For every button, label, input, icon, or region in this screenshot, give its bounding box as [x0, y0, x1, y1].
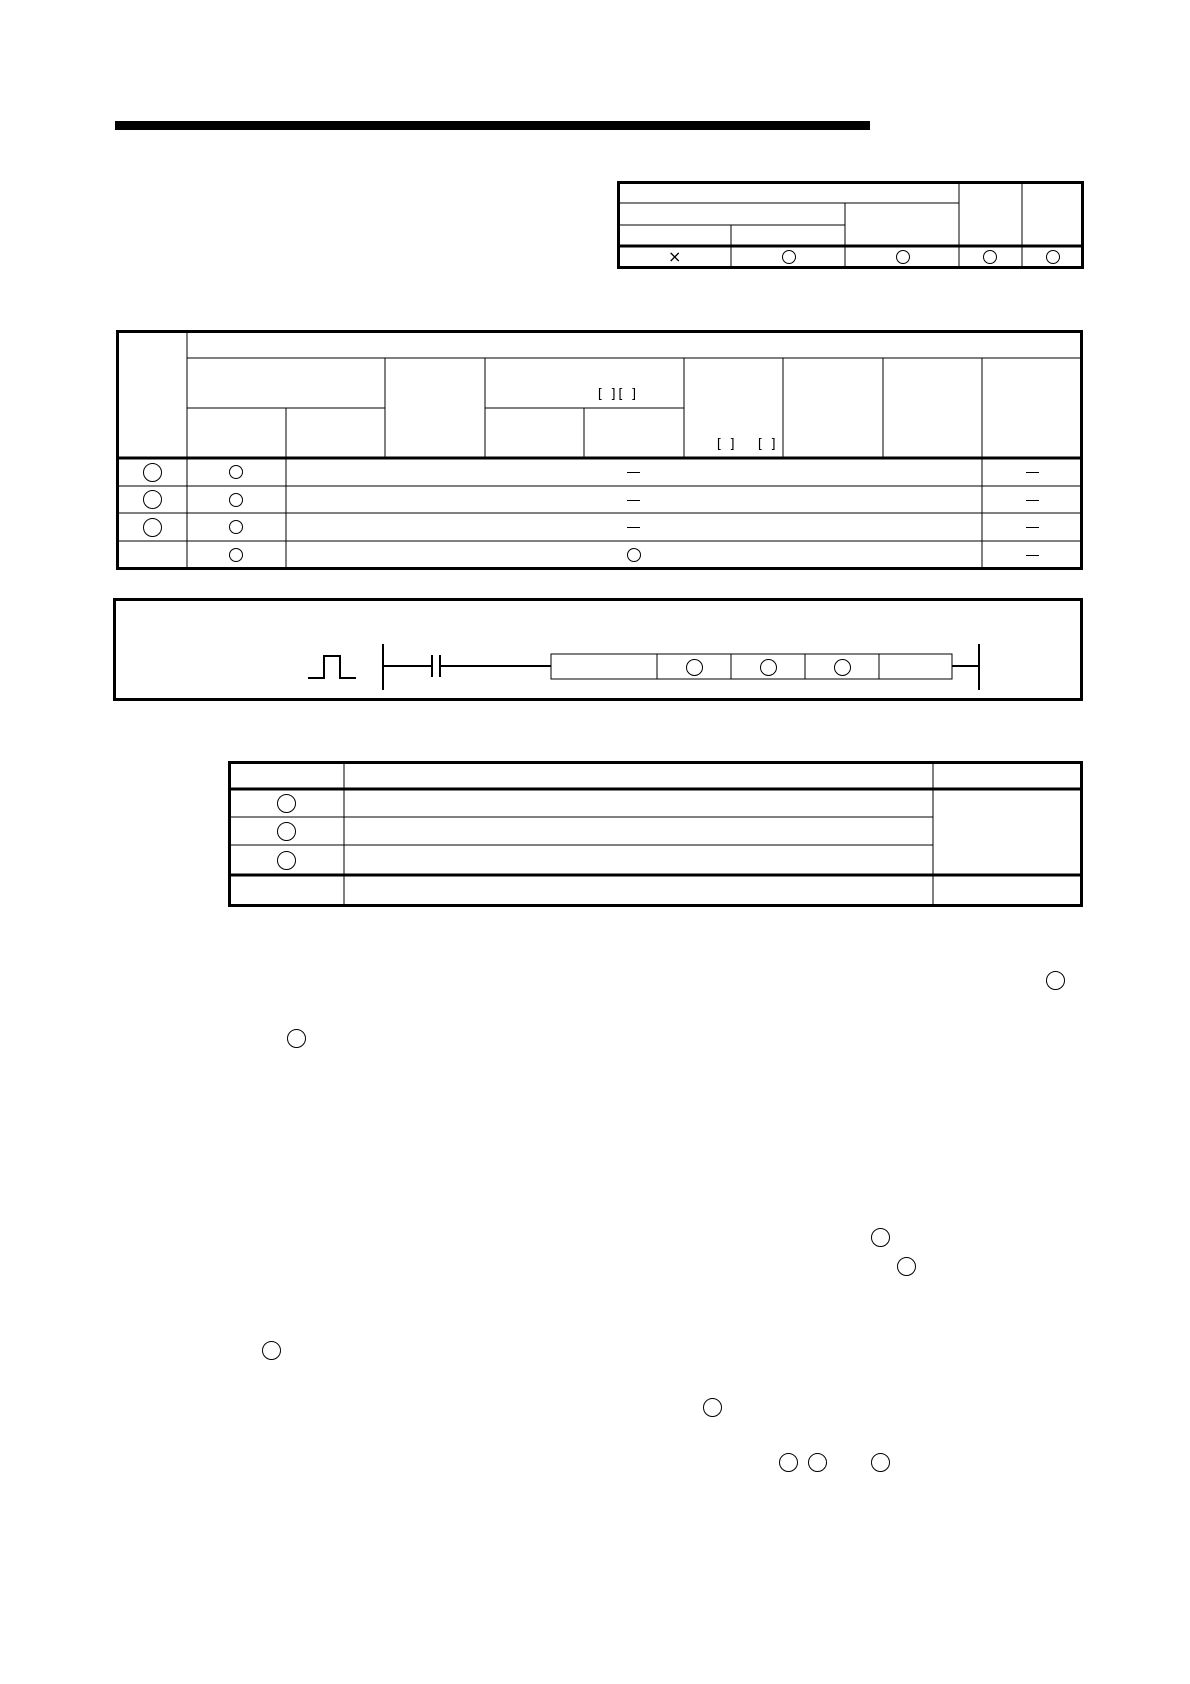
body-reference-mark [808, 1453, 827, 1472]
body-reference-mark [262, 1341, 281, 1360]
device-supported-mark [229, 548, 243, 562]
device-supported-mark [229, 465, 243, 479]
usable-devices-table [116, 330, 1083, 570]
operand-mark [834, 659, 851, 676]
operand-mark [760, 659, 777, 676]
setting-data-label-mark [143, 463, 162, 482]
not-applicable-dash [627, 500, 640, 501]
applicable-cpu-table-grid [617, 181, 1084, 269]
setting-data-description-table [228, 761, 1083, 907]
body-reference-mark [703, 1398, 722, 1417]
cpu-supported-mark [1046, 250, 1060, 264]
usable-devices-table-grid [116, 330, 1083, 570]
body-reference-mark [897, 1257, 916, 1276]
cpu-supported-mark [782, 250, 796, 264]
section-header-rule [115, 121, 870, 130]
description-table-grid [228, 761, 1083, 907]
device-supported-mark [229, 520, 243, 534]
not-applicable-dash [627, 527, 640, 528]
rising-pulse-icon [308, 656, 356, 678]
setting-data-mark [277, 851, 296, 870]
setting-data-mark [277, 822, 296, 841]
not-applicable-dash [627, 472, 640, 473]
setting-data-mark [277, 794, 296, 813]
body-reference-mark [1046, 971, 1065, 990]
cpu-supported-mark [983, 250, 997, 264]
body-reference-mark [779, 1453, 798, 1472]
not-applicable-dash [1026, 500, 1039, 501]
setting-data-label-mark [143, 490, 162, 509]
cpu-not-supported-mark: × [668, 247, 682, 266]
setting-data-label-mark [143, 518, 162, 537]
bracket-glyph: [ ] [ ] [715, 437, 777, 452]
body-reference-mark [871, 1453, 890, 1472]
not-applicable-dash [1026, 527, 1039, 528]
device-supported-mark [229, 493, 243, 507]
ladder-diagram [113, 598, 1083, 701]
not-applicable-dash [1026, 555, 1039, 556]
cpu-supported-mark [896, 250, 910, 264]
not-applicable-dash [1026, 472, 1039, 473]
device-supported-mark [627, 548, 641, 562]
applicable-cpu-table [617, 181, 1084, 269]
body-reference-mark [287, 1029, 306, 1048]
instruction-block [551, 654, 952, 679]
body-reference-mark [871, 1228, 890, 1247]
operand-mark [686, 659, 703, 676]
ladder-instruction-box [113, 598, 1083, 701]
bracket-glyph: [ ][ ] [596, 387, 637, 402]
